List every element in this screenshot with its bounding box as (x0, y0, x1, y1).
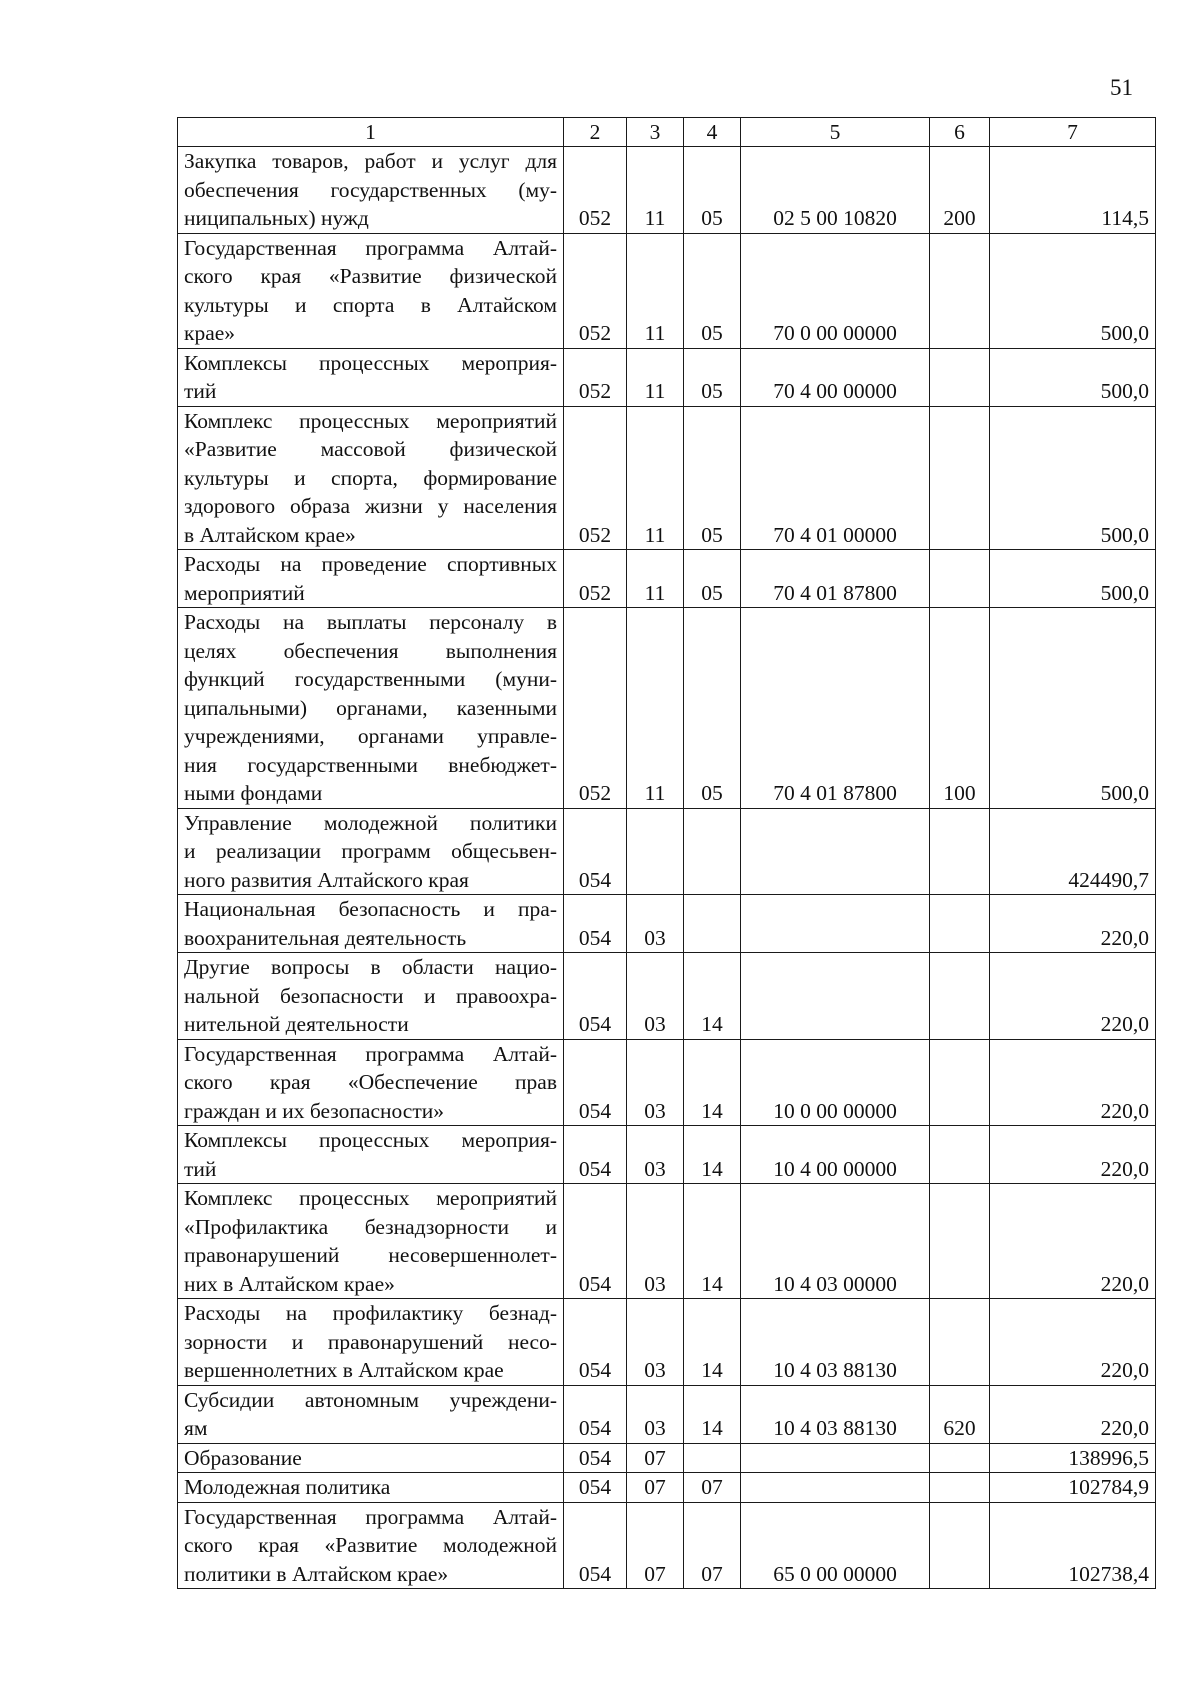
row-target-article-cell: 70 0 00 00000 (741, 233, 930, 348)
row-expense-type-cell (930, 233, 990, 348)
row-name-line: Государственная программа Алтай- (184, 1504, 557, 1529)
row-code-cell: 054 (564, 1039, 627, 1126)
table-row (178, 1473, 1156, 1503)
row-code-cell: 052 (564, 550, 627, 608)
row-name-line: Государственная программа Алтай- (184, 235, 557, 260)
row-name-line: них в Алтайском крае» (184, 1271, 395, 1296)
table-body (178, 147, 1156, 1589)
row-amount-cell: 138996,5 (990, 1443, 1156, 1473)
row-code-cell: 054 (564, 808, 627, 895)
row-name-line: зорности и правонарушений несо- (184, 1329, 557, 1354)
row-name-line: Государственная программа Алтай- (184, 1041, 557, 1066)
row-code-cell: 052 (564, 233, 627, 348)
table-row (178, 406, 1156, 550)
header-cell-3: 3 (627, 118, 684, 147)
row-expense-type-cell (930, 953, 990, 1040)
row-section-cell (627, 808, 684, 895)
row-name-line: Расходы на выплаты персоналу в (184, 610, 557, 634)
row-amount-cell: 500,0 (990, 550, 1156, 608)
row-subsection-cell (684, 895, 741, 953)
row-name-line: воохранительная деятельность (184, 925, 467, 950)
row-name-line: Управление молодежной политики (184, 810, 557, 835)
row-name-cell (178, 1184, 564, 1299)
row-code-cell: 054 (564, 1299, 627, 1386)
table-row (178, 808, 1156, 895)
table-row (178, 233, 1156, 348)
row-target-article-cell: 10 4 03 88130 (741, 1299, 930, 1386)
row-amount-cell: 500,0 (990, 406, 1156, 550)
row-subsection-cell: 07 (684, 1502, 741, 1589)
row-code-cell: 054 (564, 1184, 627, 1299)
row-subsection-cell: 14 (684, 1385, 741, 1443)
row-amount-cell: 220,0 (990, 895, 1156, 953)
row-expense-type-cell (930, 808, 990, 895)
row-expense-type-cell (930, 550, 990, 608)
row-name-line: ского края «Развитие физической (184, 264, 557, 288)
row-name-line: ниципальных) нужд (184, 206, 369, 230)
row-code-cell: 054 (564, 895, 627, 953)
row-target-article-cell (741, 1473, 930, 1503)
row-amount-cell: 220,0 (990, 1299, 1156, 1386)
table-row (178, 1502, 1156, 1589)
row-name-line: граждан и их безопасности» (184, 1098, 444, 1123)
row-section-cell: 11 (627, 406, 684, 550)
row-code-cell: 052 (564, 406, 627, 550)
row-target-article-cell (741, 1443, 930, 1473)
row-amount-cell: 500,0 (990, 233, 1156, 348)
row-amount-cell: 220,0 (990, 1385, 1156, 1443)
row-name-line: нальной безопасности и правоохра- (184, 983, 557, 1008)
row-name-cell (178, 1039, 564, 1126)
table-row (178, 1299, 1156, 1386)
row-code-cell: 052 (564, 348, 627, 406)
table-row (178, 895, 1156, 953)
row-name-line: Закупка товаров, работ и услуг для (184, 149, 557, 173)
row-code-cell: 054 (564, 1473, 627, 1503)
row-name-line: политики в Алтайском крае» (184, 1561, 449, 1586)
row-name-line: Расходы на проведение спортивных (184, 552, 557, 576)
row-amount-cell: 500,0 (990, 608, 1156, 809)
row-section-cell: 11 (627, 550, 684, 608)
row-name-cell (178, 1443, 564, 1473)
row-subsection-cell: 05 (684, 608, 741, 809)
row-expense-type-cell: 200 (930, 147, 990, 234)
row-amount-cell: 220,0 (990, 1184, 1156, 1299)
row-name-line: ного развития Алтайского края (184, 867, 469, 892)
row-name-line: в Алтайском крае» (184, 522, 356, 547)
row-name-line: и реализации программ общесьвен- (184, 839, 557, 863)
row-amount-cell: 424490,7 (990, 808, 1156, 895)
row-expense-type-cell (930, 1299, 990, 1386)
row-name-line: вершеннолетних в Алтайском крае (184, 1358, 504, 1382)
row-target-article-cell: 70 4 01 87800 (741, 608, 930, 809)
table-row (178, 1126, 1156, 1184)
row-name-cell (178, 1126, 564, 1184)
row-amount-cell: 220,0 (990, 953, 1156, 1040)
row-name-line: культуры и спорта в Алтайском (184, 292, 557, 317)
row-name-cell (178, 953, 564, 1040)
row-subsection-cell: 14 (684, 1184, 741, 1299)
row-name-line: ными фондами (184, 781, 323, 805)
row-target-article-cell: 10 4 03 88130 (741, 1385, 930, 1443)
row-name-line: функций государственными (муни- (184, 667, 557, 691)
table-row (178, 1039, 1156, 1126)
row-name-cell (178, 550, 564, 608)
row-target-article-cell: 70 4 01 87800 (741, 550, 930, 608)
header-cell-7: 7 (990, 118, 1156, 147)
row-expense-type-cell (930, 1502, 990, 1589)
row-name-line: Молодежная политика (184, 1475, 391, 1499)
row-subsection-cell: 05 (684, 406, 741, 550)
row-section-cell: 03 (627, 895, 684, 953)
row-name-line: ципальными) органами, казенными (184, 695, 557, 720)
table-row (178, 608, 1156, 809)
table-row (178, 147, 1156, 234)
table-header-row (178, 118, 1156, 147)
row-section-cell: 03 (627, 1184, 684, 1299)
table-row (178, 348, 1156, 406)
row-subsection-cell (684, 1443, 741, 1473)
row-code-cell: 054 (564, 953, 627, 1040)
row-expense-type-cell (930, 1184, 990, 1299)
row-subsection-cell: 14 (684, 1299, 741, 1386)
row-section-cell: 03 (627, 1126, 684, 1184)
row-amount-cell: 102738,4 (990, 1502, 1156, 1589)
table-row (178, 1443, 1156, 1473)
budget-table (177, 117, 1156, 1589)
row-subsection-cell (684, 808, 741, 895)
row-name-line: Национальная безопасность и пра- (184, 897, 557, 921)
row-name-line: Комплекс процессных мероприятий (184, 1186, 557, 1210)
row-target-article-cell: 02 5 00 10820 (741, 147, 930, 234)
header-cell-4: 4 (684, 118, 741, 147)
row-target-article-cell: 70 4 01 00000 (741, 406, 930, 550)
row-name-line: Комплексы процессных мероприя- (184, 350, 557, 375)
row-amount-cell: 114,5 (990, 147, 1156, 234)
row-amount-cell: 220,0 (990, 1126, 1156, 1184)
row-name-line: обеспечения государственных (му- (184, 177, 557, 202)
row-name-cell (178, 1385, 564, 1443)
row-target-article-cell: 10 4 00 00000 (741, 1126, 930, 1184)
row-name-line: Комплекс процессных мероприятий (184, 408, 557, 433)
row-subsection-cell: 05 (684, 147, 741, 234)
row-name-cell (178, 1502, 564, 1589)
row-code-cell: 054 (564, 1126, 627, 1184)
row-name-cell (178, 233, 564, 348)
row-section-cell: 03 (627, 953, 684, 1040)
row-name-line: культуры и спорта, формирование (184, 465, 557, 490)
row-name-line: ния государственными внебюджет- (184, 752, 557, 777)
row-target-article-cell: 10 4 03 00000 (741, 1184, 930, 1299)
row-name-line: ского края «Развитие молодежной (184, 1533, 557, 1557)
row-name-line: здорового образа жизни у населения (184, 494, 557, 518)
table-row (178, 1184, 1156, 1299)
row-section-cell: 11 (627, 233, 684, 348)
row-name-line: мероприятий (184, 580, 305, 605)
header-cell-2: 2 (564, 118, 627, 147)
row-name-line: Образование (184, 1445, 302, 1470)
row-expense-type-cell (930, 895, 990, 953)
row-name-line: ского края «Обеспечение прав (184, 1070, 557, 1094)
row-name-line: тий (184, 1156, 217, 1181)
row-name-cell (178, 608, 564, 809)
row-code-cell: 052 (564, 147, 627, 234)
row-code-cell: 054 (564, 1443, 627, 1473)
row-target-article-cell: 70 4 00 00000 (741, 348, 930, 406)
row-section-cell: 03 (627, 1385, 684, 1443)
row-subsection-cell: 14 (684, 1126, 741, 1184)
row-name-cell (178, 147, 564, 234)
row-name-cell (178, 1473, 564, 1503)
row-target-article-cell: 10 0 00 00000 (741, 1039, 930, 1126)
page-number: 51 (1110, 75, 1133, 100)
row-name-line: правонарушений несовершеннолет- (184, 1243, 557, 1267)
row-section-cell: 11 (627, 608, 684, 809)
row-expense-type-cell (930, 1473, 990, 1503)
header-cell-1: 1 (178, 118, 564, 147)
row-subsection-cell: 14 (684, 1039, 741, 1126)
row-name-cell (178, 895, 564, 953)
row-code-cell: 054 (564, 1502, 627, 1589)
row-name-cell (178, 1299, 564, 1386)
row-target-article-cell (741, 895, 930, 953)
row-section-cell: 07 (627, 1443, 684, 1473)
row-section-cell: 03 (627, 1039, 684, 1126)
row-name-line: Расходы на профилактику безнад- (184, 1301, 557, 1325)
row-code-cell: 054 (564, 1385, 627, 1443)
row-expense-type-cell (930, 1443, 990, 1473)
row-expense-type-cell: 100 (930, 608, 990, 809)
row-target-article-cell (741, 953, 930, 1040)
row-name-line: «Профилактика безнадзорности и (184, 1214, 557, 1239)
row-target-article-cell: 65 0 00 00000 (741, 1502, 930, 1589)
row-amount-cell: 500,0 (990, 348, 1156, 406)
row-subsection-cell: 07 (684, 1473, 741, 1503)
row-name-line: Другие вопросы в области нацио- (184, 955, 557, 979)
row-subsection-cell: 14 (684, 953, 741, 1040)
row-name-line: тий (184, 379, 217, 403)
row-name-line: целях обеспечения выполнения (184, 638, 557, 663)
row-name-line: ям (184, 1416, 208, 1440)
row-section-cell: 07 (627, 1473, 684, 1503)
row-expense-type-cell (930, 1039, 990, 1126)
row-name-cell (178, 406, 564, 550)
row-expense-type-cell (930, 348, 990, 406)
row-code-cell: 052 (564, 608, 627, 809)
row-section-cell: 11 (627, 348, 684, 406)
row-name-line: учреждениями, органами управле- (184, 724, 557, 748)
row-section-cell: 07 (627, 1502, 684, 1589)
header-cell-6: 6 (930, 118, 990, 147)
row-target-article-cell (741, 808, 930, 895)
row-expense-type-cell (930, 1126, 990, 1184)
row-name-cell (178, 348, 564, 406)
row-name-cell (178, 808, 564, 895)
row-name-line: крае» (184, 321, 236, 345)
row-name-line: Комплексы процессных мероприя- (184, 1128, 557, 1152)
header-cell-5: 5 (741, 118, 930, 147)
row-amount-cell: 220,0 (990, 1039, 1156, 1126)
row-expense-type-cell: 620 (930, 1385, 990, 1443)
table-row (178, 550, 1156, 608)
row-section-cell: 11 (627, 147, 684, 234)
row-amount-cell: 102784,9 (990, 1473, 1156, 1503)
row-expense-type-cell (930, 406, 990, 550)
row-subsection-cell: 05 (684, 233, 741, 348)
row-subsection-cell: 05 (684, 550, 741, 608)
row-name-line: Субсидии автономным учреждени- (184, 1387, 557, 1412)
table-row (178, 953, 1156, 1040)
row-section-cell: 03 (627, 1299, 684, 1386)
row-subsection-cell: 05 (684, 348, 741, 406)
row-name-line: «Развитие массовой физической (184, 437, 557, 461)
row-name-line: нительной деятельности (184, 1012, 409, 1036)
table-row (178, 1385, 1156, 1443)
